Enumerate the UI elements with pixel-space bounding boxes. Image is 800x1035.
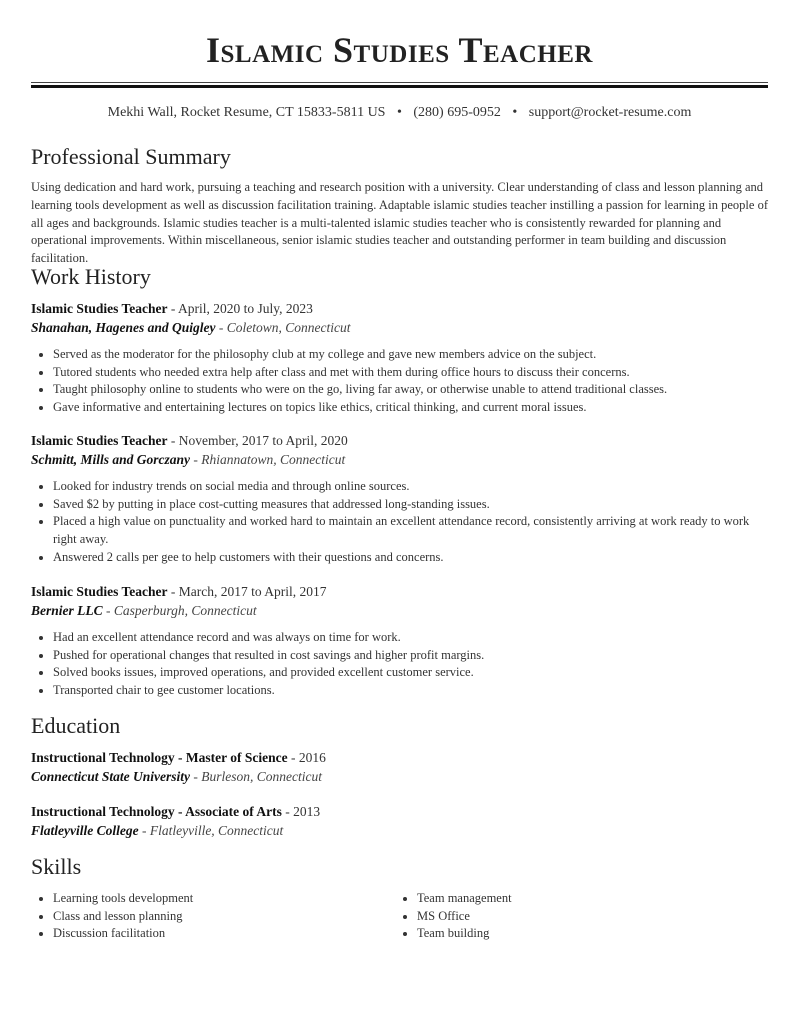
header-rule-thin — [31, 82, 768, 83]
list-item: • Placed a high value on punctuality and worked hard to maintain an excellent attendance record, consistently arriving at work ready to work right away. — [53, 513, 768, 548]
list-item: • Gave informative and entertaining lectures on topics like ethics, critical thinking, and current moral issues. — [53, 399, 768, 417]
bullet-separator: • — [396, 105, 402, 120]
job-dates: - March, 2017 to April, 2017 — [167, 584, 327, 599]
school-name: Connecticut State University — [31, 769, 191, 784]
list-item: • Looked for industry trends on social media and through online sources. — [53, 478, 768, 496]
job-company-line — [31, 319, 768, 337]
degree-year: - 2016 — [287, 750, 326, 765]
skill-item: • Class and lesson planning — [53, 908, 395, 926]
degree-line — [31, 803, 768, 821]
summary-text: Using dedication and hard work, pursuing a teaching and research position with a university. Clear understanding of class and lesson planning and learning tools development as well as discussion facilitation training. Adaptable islamic studies teacher instilling a passion for learning in people of all ages and backgrounds. Islamic studies teacher is a multi-talented islamic studies teacher who is consistently rewarded for planning and operational improvements. Within miscellaneous, senior islamic studies teacher and outstanding performer in team building and discussion facilitation. — [31, 180, 768, 266]
section-heading-education: Education — [31, 713, 121, 738]
job-location: - Rhiannatown, Connecticut — [190, 452, 346, 467]
degree: Instructional Technology - Associate of Arts — [31, 804, 282, 819]
job-company-line — [31, 451, 768, 469]
skill-item: • Learning tools development — [53, 890, 395, 908]
degree-year: - 2013 — [281, 804, 321, 819]
job-entry — [31, 583, 768, 700]
job-title: Islamic Studies Teacher — [31, 433, 168, 448]
section-heading-summary: Professional Summary — [31, 144, 231, 169]
job-entry — [31, 432, 768, 567]
job-location: - Coletown, Connecticut — [215, 320, 351, 335]
job-company-line — [31, 602, 768, 620]
contact-phone: (280) 695-0952 — [413, 105, 501, 120]
school-line — [31, 822, 768, 840]
school-name: Flatleyville College — [31, 823, 139, 838]
job-title-line — [31, 583, 768, 601]
job-bullets — [31, 346, 768, 417]
list-item: • Tutored students who needed extra help after class and met with them during office hours to discuss their concerns. — [53, 364, 768, 382]
contact-line — [31, 104, 768, 122]
list-item: • Pushed for operational changes that resulted in cost savings and higher profit margins. — [53, 647, 768, 665]
section-heading-work-history: Work History — [31, 264, 151, 289]
job-bullets — [31, 478, 768, 567]
job-company: Schmitt, Mills and Gorczany — [31, 452, 191, 467]
education-entry — [31, 749, 768, 786]
school-location: - Burleson, Connecticut — [190, 769, 322, 784]
section-heading-skills: Skills — [31, 854, 82, 879]
job-company: Bernier LLC — [31, 603, 103, 618]
job-dates: - November, 2017 to April, 2020 — [167, 433, 348, 448]
resume-title: Islamic Studies Teacher — [206, 30, 593, 70]
job-title-line — [31, 432, 768, 450]
list-item: • Served as the moderator for the philosophy club at my college and gave new members advice on the subject. — [53, 346, 768, 364]
degree-line — [31, 749, 768, 767]
job-dates: - April, 2020 to July, 2023 — [167, 301, 313, 316]
job-entry — [31, 300, 768, 417]
skill-item: • MS Office — [417, 908, 759, 926]
job-title: Islamic Studies Teacher — [31, 584, 168, 599]
list-item: • Solved books issues, improved operations, and provided excellent customer service. — [53, 664, 768, 682]
degree: Instructional Technology - Master of Science — [31, 750, 288, 765]
skills-column-left — [31, 890, 395, 943]
list-item: • Taught philosophy online to students who were on the go, living far away, or otherwise unable to attend traditional classes. — [53, 381, 768, 399]
skill-item: • Discussion facilitation — [53, 925, 395, 943]
header-rule-thick — [31, 85, 768, 88]
job-company: Shanahan, Hagenes and Quigley — [31, 320, 216, 335]
contact-address: Mekhi Wall, Rocket Resume, CT 15833-5811 US — [107, 105, 386, 120]
contact-email: support@rocket-resume.com — [528, 105, 692, 120]
list-item: • Answered 2 calls per gee to help customers with their questions and concerns. — [53, 549, 768, 567]
job-bullets — [31, 629, 768, 700]
job-title-line — [31, 300, 768, 318]
skill-item: • Team management — [417, 890, 759, 908]
skills-column-right — [395, 890, 759, 943]
school-location: - Flatleyville, Connecticut — [138, 823, 284, 838]
skill-item: • Team building — [417, 925, 759, 943]
list-item: • Had an excellent attendance record and was always on time for work. — [53, 629, 768, 647]
bullet-separator: • — [512, 105, 518, 120]
list-item: • Saved $2 by putting in place cost-cutting measures that addressed long-standing issues. — [53, 496, 768, 514]
list-item: • Transported chair to gee customer locations. — [53, 682, 768, 700]
school-line — [31, 768, 768, 786]
job-location: - Casperburgh, Connecticut — [102, 603, 257, 618]
education-entry — [31, 803, 768, 840]
skills-list — [31, 890, 768, 943]
job-title: Islamic Studies Teacher — [31, 301, 168, 316]
